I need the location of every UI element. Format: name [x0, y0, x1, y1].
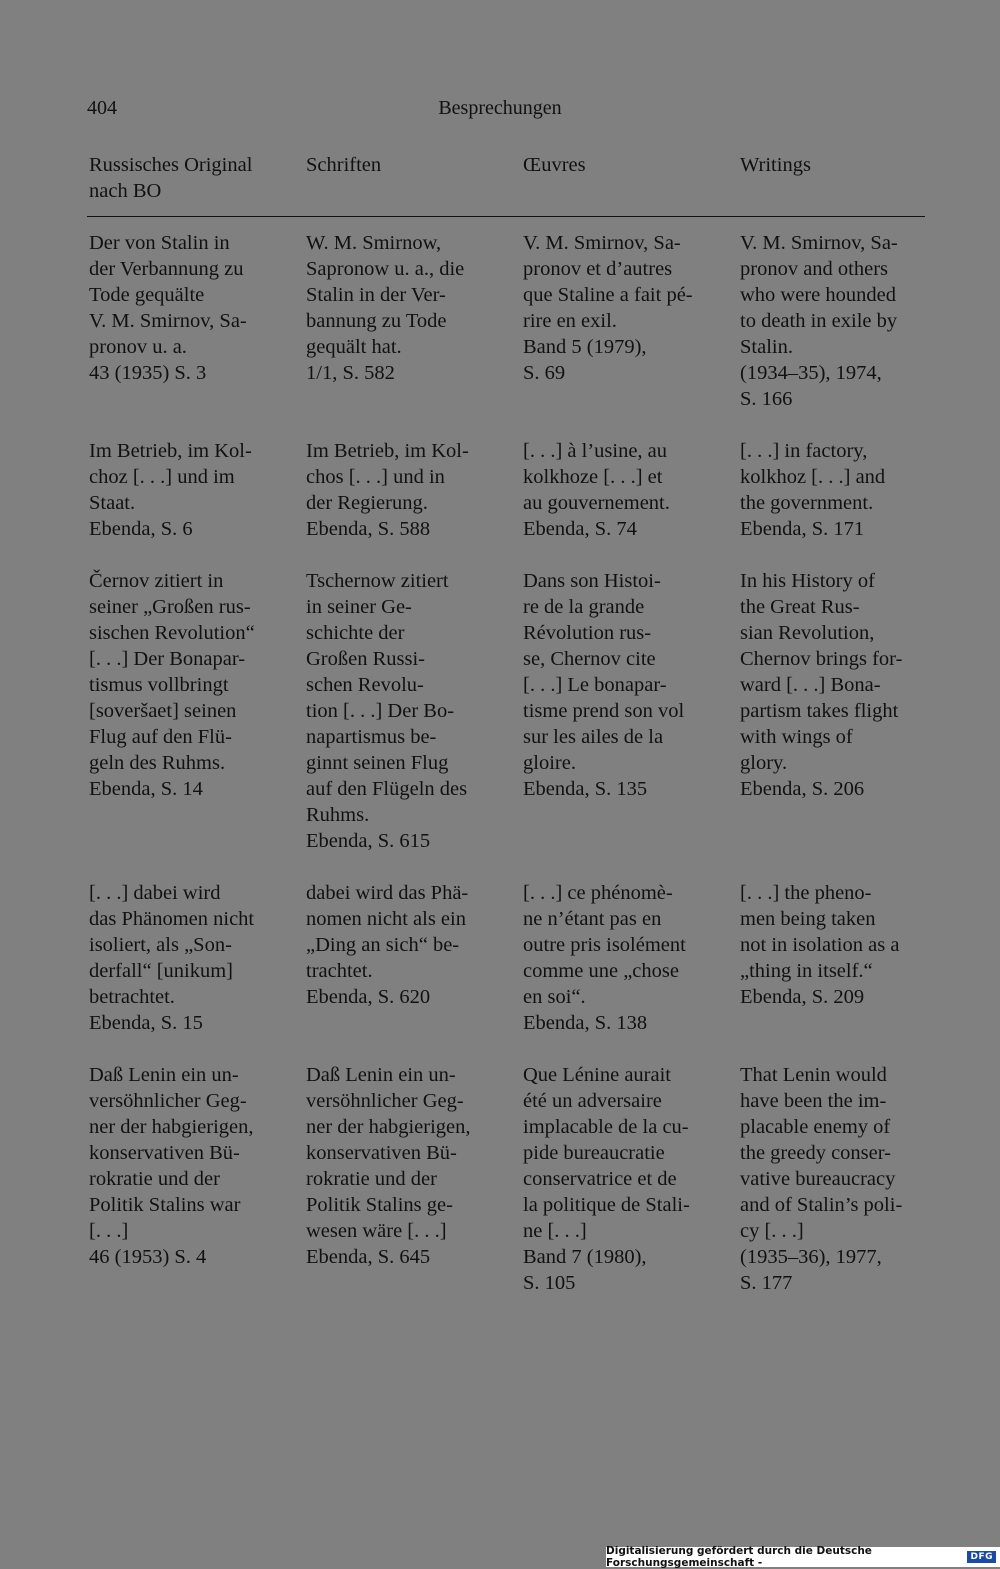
- table-cell: [. . .] ce phénomè- ne n’étant pas en outre pris isolément comme une „chose en soi“. Ebenda, S. 138: [523, 882, 686, 1034]
- table-cell: Černov zitiert in seiner „Großen rus- sischen Revolution“ [. . .] Der Bonapar- tismus vollbringt [soveršaet] seinen Flug auf den Flü- geln des Ruhms. Ebenda, S. 14: [89, 570, 255, 800]
- table-cell: [. . .] dabei wird das Phänomen nicht isoliert, als „Son- derfall“ [unikum] betrachtet. Ebenda, S. 15: [89, 882, 255, 1034]
- table-cell: In his History of the Great Rus- sian Revolution, Chernov brings for- ward [. . .] Bona- partism takes flight with wings of glory. Ebenda, S. 206: [740, 570, 903, 800]
- column-header-oeuvres: Œuvres: [523, 154, 586, 176]
- column-header-writings: Writings: [740, 154, 811, 176]
- table-cell: That Lenin would have been the im- placable enemy of the greedy conser- vative bureaucracy and of Stalin’s poli- cy [. . .] (1935–36), 1977, S. 177: [740, 1064, 903, 1294]
- table-cell: Im Betrieb, im Kol- chos [. . .] und in der Regierung. Ebenda, S. 588: [306, 440, 469, 540]
- table-cell: Daß Lenin ein un- versöhnlicher Geg- ner der habgierigen, konservativen Bü- rokratie und der Politik Stalins war [. . .] 46 (1953) S. 4: [89, 1064, 254, 1268]
- credit-text: Digitalisierung gefördert durch die Deutsche Forschungsgemeinschaft -: [606, 1545, 872, 1569]
- table-cell: Que Lénine aurait été un adversaire implacable de la cu- pide bureaucratie conservatrice et de la politique de Stali- ne [. . .] Band 7 (1980), S. 105: [523, 1064, 690, 1294]
- table-cell: V. M. Smirnov, Sa- pronov and others who were hounded to death in exile by Stalin. (1934–35), 1974, S. 166: [740, 232, 898, 410]
- table-cell: [. . .] the pheno- men being taken not in isolation as a „thing in itself.“ Ebenda, S. 209: [740, 882, 900, 1008]
- table-cell: Dans son Histoi- re de la grande Révolution rus- se, Chernov cite [. . .] Le bonapar- tisme prend son vol sur les ailes de la gloire. Ebenda, S. 135: [523, 570, 685, 800]
- header-rule: [87, 216, 925, 217]
- column-header-russian: Russisches Original nach BO: [89, 154, 253, 202]
- column-header-schriften: Schriften: [306, 154, 382, 176]
- table-cell: dabei wird das Phä- nomen nicht als ein „Ding an sich“ be- trachtet. Ebenda, S. 620: [306, 882, 469, 1008]
- table-cell: V. M. Smirnov, Sa- pronov et d’autres que Staline a fait pé- rire en exil. Band 5 (1979), S. 69: [523, 232, 693, 384]
- table-cell: [. . .] à l’usine, au kolkhoze [. . .] et au gouvernement. Ebenda, S. 74: [523, 440, 670, 540]
- table-cell: [. . .] in factory, kolkhoz [. . .] and the government. Ebenda, S. 171: [740, 440, 886, 540]
- dfg-logo: DFG: [967, 1551, 996, 1563]
- table-cell: Der von Stalin in der Verbannung zu Tode gequälte V. M. Smirnov, Sa- pronov u. a. 43 (1935) S. 3: [89, 232, 247, 384]
- table-cell: Tschernow zitiert in seiner Ge- schichte der Großen Russi- schen Revolu- tion [. . .] Der Bo- napartismus be- ginnt seinen Flug auf den Flügeln des Ruhms. Ebenda, S. 615: [306, 570, 468, 852]
- table-cell: W. M. Smirnow, Sapronow u. a., die Stalin in der Ver- bannung zu Tode gequält hat. 1/1, S. 582: [306, 232, 465, 384]
- table-cell: Im Betrieb, im Kol- choz [. . .] und im Staat. Ebenda, S. 6: [89, 440, 252, 540]
- digitization-credit: [606, 1547, 1000, 1567]
- running-head: Besprechungen: [438, 97, 562, 119]
- table-cell: Daß Lenin ein un- versöhnlicher Geg- ner der habgierigen, konservativen Bü- rokratie und der Politik Stalins ge- wesen wäre [. . .] Ebenda, S. 645: [306, 1064, 471, 1268]
- page-number: 404: [87, 97, 117, 119]
